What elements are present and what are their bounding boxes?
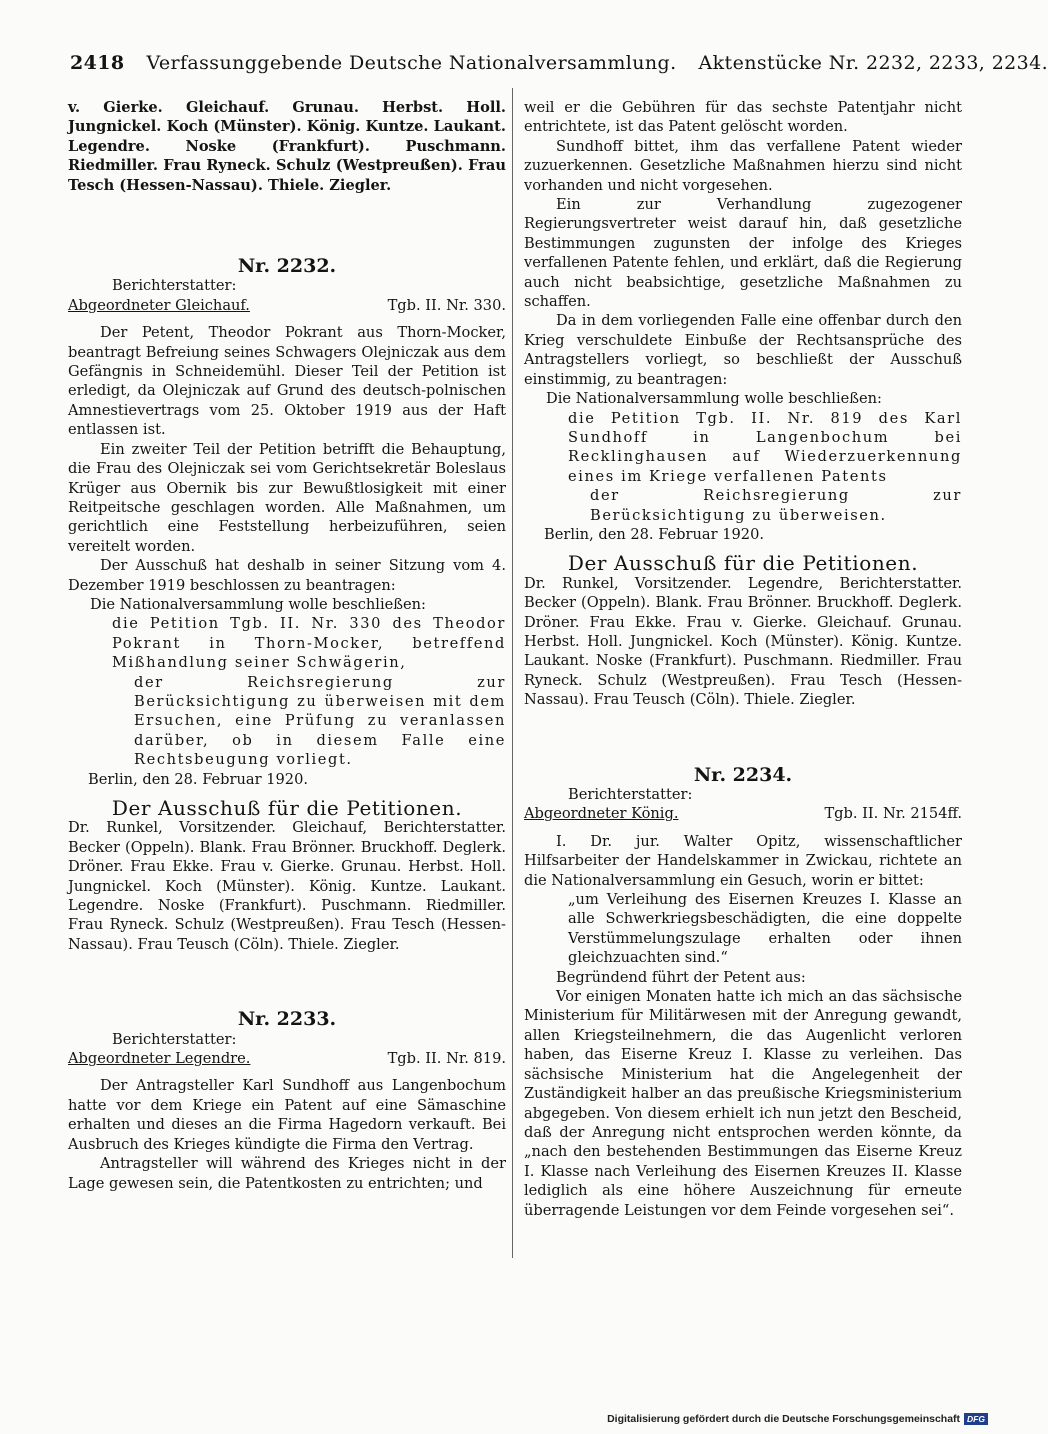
left-column [68,98,506,1193]
paragraph: Da in dem vorliegenden Falle eine offenbar durch den Krieg verschuldete Einbuße der Rechtsansprüche des Antragstellers vorliegt, so beschließt der Ausschuß einstimmig, zu beantragen: [524,312,962,388]
heading-nr2232: Nr. 2232. [237,255,337,278]
paragraph: Antragsteller will während des Krieges nicht in der Lage gewesen sein, die Patentkosten zu entrichten; und [68,1155,506,1192]
committee-title: Der Ausschuß für die Petitionen. [567,551,919,576]
motion-sub: der Reichsregierung zur Berücksichtigung zu überweisen mit dem Ersuchen, eine Prüfung zu veranlassen darüber, ob in diesem Falle eine Rechtsbeugung vorliegt. [134,673,506,769]
page-header [70,52,1048,84]
heading-nr2233: Nr. 2233. [237,1008,337,1031]
reporter-line [524,804,962,823]
reporter-label: Berichterstatter: [112,277,237,295]
motion-intro: Die Nationalversammlung wolle beschließen: [546,390,882,408]
reference-number: Tgb. II. Nr. 2154ff. [824,805,962,823]
paragraph: Der Petent, Theodor Pokrant aus Thorn-Mocker, beantragt Befreiung seines Schwagers Olejniczak aus dem Gefängnis in Schneidemühl. Dieser Teil der Petition ist erledigt, da Olejniczak auf Grund des deutsch-polnischen Amnestievertrags vom 25. Oktober 1919 aus der Haft entlassen ist. [68,324,506,439]
reporter-name: Abgeordneter Legendre. [68,1050,251,1068]
column-divider [512,88,513,1258]
motion-sub: der Reichsregierung zur Berücksichtigung zu überweisen. [590,487,962,524]
right-column [524,98,962,1220]
paragraph: Begründend führt der Petent aus: [556,968,806,986]
footer-credit [607,1413,988,1425]
quote: „um Verleihung des Eisernen Kreuzes I. Klasse an alle Schwerkriegsbeschädigten, die eine doppelte Verstümmelungszulage erhalten oder ihnen gleichzuachten sind.“ [568,891,962,967]
reporter-label: Berichterstatter: [112,1030,237,1048]
header-subtitle: Aktenstücke Nr. 2232, 2233, 2234. [698,52,1048,74]
reference-number: Tgb. II. Nr. 819. [387,1050,506,1068]
dfg-logo-icon: DFG [964,1413,988,1425]
reporter-line [68,1049,506,1068]
reporter-name: Abgeordneter Gleichauf. [68,296,250,314]
top-signers: v. Gierke. Gleichauf. Grunau. Herbst. Holl. Jungnickel. Koch (Münster). König. Kuntze. Laukant. Legendre. Noske (Frankfurt). Puschmann. Riedmiller. Frau Ryneck. Schulz (Westpreußen). Frau Tesch (Hessen-Nassau). Thiele. Ziegler. [68,99,506,194]
page-number: 2418 [70,52,125,74]
paragraph: I. Dr. jur. Walter Opitz, wissenschaftlicher Hilfsarbeiter der Handelskammer in Zwickau, richtete an die Nationalversammlung ein Gesuch, worin er bittet: [524,832,962,889]
motion-body: die Petition Tgb. II. Nr. 330 des Theodor Pokrant in Thorn-Mocker, betreffend Mißhandlung seiner Schwägerin, [112,615,506,672]
motion-body: die Petition Tgb. II. Nr. 819 des Karl Sundhoff in Langenbochum bei Recklinghausen auf Wiederzuerkennung eines im Kriege verfallenen Patents [568,409,962,485]
reporter-name: Abgeordneter König. [524,805,679,823]
committee-title: Der Ausschuß für die Petitionen. [111,796,463,820]
paragraph: Ein zweiter Teil der Petition betrifft die Behauptung, die Frau des Olejniczak sei vom Gerichtsekretär Boleslaus Krüger aus Obernik bis zur Bewußtlosigkeit mit einer Reitpeitsche geschlagen worden. Alle Maßnahmen, um gerichtlich eine Feststellung herbeizuführen, seien vereitelt worden. [68,440,506,555]
paragraph: Der Ausschuß hat deshalb in seiner Sitzung vom 4. Dezember 1919 beschlossen zu beantragen: [68,557,506,594]
date-line: Berlin, den 28. Februar 1920. [88,770,308,788]
footer-text: Digitalisierung gefördert durch die Deutsche Forschungsgemeinschaft [607,1413,961,1425]
motion-intro: Die Nationalversammlung wolle beschließen: [90,595,426,613]
reference-number: Tgb. II. Nr. 330. [387,296,506,314]
paragraph: Sundhoff bittet, ihm das verfallene Patent wieder zuzuerkennen. Gesetzliche Maßnahmen hierzu sind nicht vorhanden und nicht vorgesehen. [524,137,962,194]
reporter-label: Berichterstatter: [568,786,693,803]
paragraph: Ein zur Verhandlung zugezogener Regierungsvertreter weist darauf hin, daß gesetzliche Bestimmungen zugunsten der infolge des Krieges verfallenen Patente fehlen, und erklärt, daß die Regierung auch nicht beabsichtige, gesetzliche Maßnahmen zu schaffen. [524,196,962,311]
header-title: Verfassunggebende Deutsche Nationalversammlung. [146,52,677,74]
paragraph: Vor einigen Monaten hatte ich mich an das sächsische Ministerium für Militärwesen mit der Anregung gewandt, allen Kriegsteilnehmern, die das Augenlicht verloren haben, das Eiserne Kreuz I. Klasse zu verleihen. Das sächsische Ministerium hat die Angelegenheit der Zuständigkeit halber an das preußische Kriegsministerium abgegeben. Von diesem erhielt ich nun jetzt den Bescheid, daß der Anregung nicht entsprochen werden könnte, da „nach den bestehenden Bestimmungen das Eiserne Kreuz I. Klasse nach Verleihung des Eisernen Kreuzes II. Klasse lediglich als eine höhere Auszeichnung für erneute überragende Leistungen vor dem Feinde vorgesehen sei“. [524,988,962,1219]
committee-signers: Dr. Runkel, Vorsitzender. Gleichauf, Berichterstatter. Becker (Oppeln). Blank. Frau Brönner. Bruckhoff. Deglerk. Dröner. Frau Ekke. Frau v. Gierke. Grunau. Herbst. Holl. Jungnickel. Koch (Münster). König. Kuntze. Laukant. Legendre. Noske (Frankfurt). Puschmann. Riedmiller. Frau Ryneck. Schulz (Westpreußen). Frau Tesch (Hessen-Nassau). Frau Teusch (Cöln). Thiele. Ziegler. [68,819,506,953]
paragraph: weil er die Gebühren für das sechste Patentjahr nicht entrichtete, ist das Patent gelöscht worden. [524,99,962,136]
paragraph: Der Antragsteller Karl Sundhoff aus Langenbochum hatte vor dem Kriege ein Patent auf eine Sämaschine erhalten und dieses an die Firma Hagedorn verkauft. Bei Ausbruch des Krieges kündigte die Firma den Vertrag. [68,1077,506,1153]
committee-signers: Dr. Runkel, Vorsitzender. Legendre, Berichterstatter. Becker (Oppeln). Blank. Frau Brönner. Bruckhoff. Deglerk. Dröner. Frau Ekke. Frau v. Gierke. Gleichauf. Grunau. Herbst. Holl. Jungnickel. Koch (Münster). König. Kuntze. Laukant. Noske (Frankfurt). Puschmann. Riedmiller. Frau Ryneck. Schulz (Westpreußen). Frau Tesch (Hessen-Nassau). Frau Teusch (Cöln). Thiele. Ziegler. [524,574,962,709]
reporter-line [68,296,506,315]
date-line: Berlin, den 28. Februar 1920. [544,525,764,543]
heading-nr2234: Nr. 2234. [693,763,793,786]
